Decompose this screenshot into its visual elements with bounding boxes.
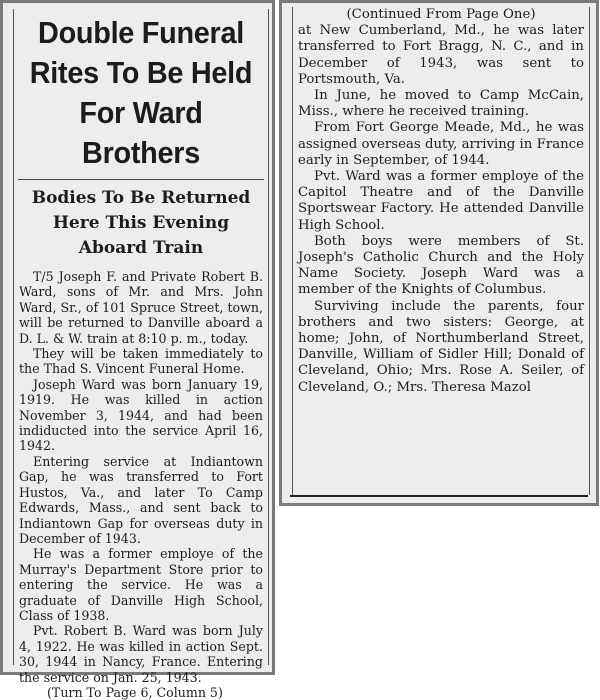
article-paragraph: Pvt. Robert B. Ward was born July 4, 1922. He was killed in action Sept. 30, 1944 in Nancy, France. Entering the service on Jan. 25, 1943. [19, 623, 263, 685]
headline-line-2: Rites To Be Held [29, 55, 253, 90]
article-body-left [14, 269, 268, 700]
subheadline-line-3: Aboard Train [78, 238, 204, 258]
subheadline-line-2: Here This Evening [52, 213, 230, 233]
headline [14, 13, 268, 173]
headline-line-3: For Ward Brothers [79, 95, 203, 170]
right-clipping [279, 0, 599, 506]
article-paragraph: Surviving include the parents, four brothers and two sisters: George, at home; John, of Northumberland Street, Danville, William of Sidler Hill; Donald of Cleveland, Ohio; Mrs. Rose A. Seiler, of Cleveland, O.; Mrs. Theresa Mazol [298, 298, 584, 395]
continued-note: (Continued From Page One) [346, 7, 536, 22]
article-paragraph: They will be taken immediately to the Thad S. Vincent Funeral Home. [19, 346, 263, 377]
turn-page-note: (Turn To Page 6, Column 5) [47, 684, 223, 700]
article-paragraph: Entering service at Indiantown Gap, he was transferred to Fort Hustos, Va., and later To Camp Edwards, Mass., and sent back to Indiantown Gap for overseas duty in December of 1943. [19, 453, 263, 546]
left-column [13, 9, 269, 700]
subheadline [14, 186, 268, 261]
article-paragraph: at New Cumberland, Md., he was later transferred to Fort Bragg, N. C., and in December of 1943, was sent to Portsmouth, Va. [298, 23, 584, 87]
headline-line-1: Double Funeral [38, 15, 244, 50]
bottom-rule [290, 495, 588, 497]
article-paragraph: Both boys were members of St. Joseph's Catholic Church and the Holy Name Society. Joseph Ward was a member of the Knights of Columbus. [298, 233, 584, 298]
subheadline-line-1: Bodies To Be Returned [31, 188, 251, 208]
headline-divider [18, 179, 264, 180]
left-clipping [0, 0, 275, 700]
article-paragraph: Pvt. Ward was a former employe of the Capitol Theatre and of the Danville Sportswear Factory. He attended Danville High School. [298, 169, 584, 233]
article-body-right [293, 7, 589, 396]
right-column [292, 7, 590, 495]
article-paragraph: He was a former employe of the Murray's Department Store prior to entering the service. He was a graduate of Danville High School, Class of 1938. [19, 546, 263, 623]
article-paragraph: In June, he moved to Camp McCain, Miss., where he received training. [298, 88, 584, 120]
article-paragraph: T/5 Joseph F. and Private Robert B. Ward, sons of Mr. and Mrs. John Ward, Sr., of 101 Spruce Street, town, will be returned to Danville aboard a D. L. & W. train at 8:10 p. m., today. [19, 269, 263, 346]
article-paragraph: From Fort George Meade, Md., he was assigned overseas duty, arriving in France early in September, of 1944. [298, 120, 584, 168]
article-paragraph: Joseph Ward was born January 19, 1919. He was killed in action November 3, 1944, and had been indiducted into the service April 16, 1942. [19, 376, 263, 454]
